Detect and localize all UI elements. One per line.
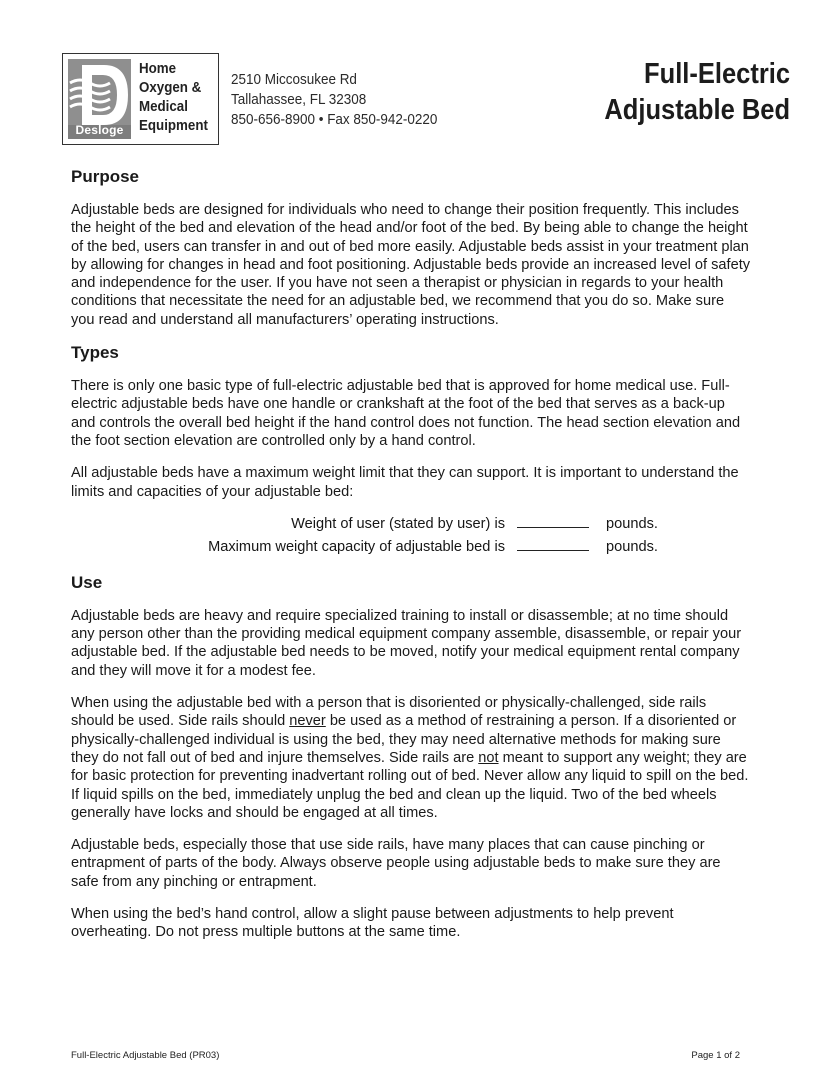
address-city: Tallahassee, FL 32308: [231, 92, 367, 108]
text-run: meant to support any weight; they are for basic protection for preventing inadvertant rolling out of bed. Never allow any liquid to spill on the bed. If liquid spills on the bed, immediately unplug the bed and clean up the liquid. Two of the bed wheels generally have locks and should be engaged at all times.: [71, 749, 749, 821]
weight-label: Weight of user (stated by user) is: [291, 515, 505, 532]
emphasis-not: not: [478, 749, 499, 766]
company-logo: [62, 53, 219, 145]
weight-unit: pounds.: [606, 538, 658, 555]
use-paragraph-side-rails: [71, 694, 751, 822]
company-address: [231, 70, 437, 130]
text-run: When using the adjustable bed with a person that is disoriented or physically-challenged, side rails should be used. Side rails should: [71, 695, 707, 730]
footer-document-id: Full-Electric Adjustable Bed (PR03): [71, 1050, 220, 1061]
weight-unit: pounds.: [606, 515, 658, 532]
desloge-logo-mark: [68, 59, 131, 139]
purpose-section: [71, 167, 751, 329]
purpose-paragraph: Adjustable beds are designed for individuals who need to change their position frequently. This includes the height of the bed and elevation of the head and/or foot of the bed. By being able to change the height of the bed, users can transfer in and out of bed more easily. Adjustable beds assist in your treatment plan by allowing for changes in head and foot positioning. Adjustable beds provide an increased level of safety and independence for the user. If you have not seen a therapist or physician in regards to your health conditions that necessitate the need for an adjustable bed, we recommend that you do so. Make sure you read and understand all manufacturers’ operating instructions.: [71, 202, 751, 328]
types-paragraph: All adjustable beds have a maximum weight limit that they can support. It is important to understand the limits and capacities of your adjustable bed:: [71, 465, 739, 500]
logo-brand-name: Desloge: [75, 123, 124, 137]
use-paragraph: Adjustable beds are heavy and require specialized training to install or disassemble; at no time should any person other than the providing medical equipment company assemble, disassemble, or repair your adjustable bed. If the adjustable bed needs to be moved, notify your medical equipment rental company and they will move it for a modest fee.: [71, 607, 742, 679]
weight-row-capacity: [71, 536, 751, 559]
weight-row-user: [71, 513, 751, 536]
logo-company-name: [139, 60, 211, 136]
emphasis-never: never: [289, 713, 326, 730]
types-section: [71, 343, 751, 559]
logo-company-line: Home: [139, 61, 177, 77]
address-phone-fax: 850-656-8900 • Fax 850-942-0220: [231, 112, 438, 128]
capacity-weight-blank[interactable]: [517, 536, 589, 551]
footer-page-number: Page 1 of 2: [691, 1050, 740, 1061]
types-paragraph: There is only one basic type of full-electric adjustable bed that is approved for home medical use. Full-electric adjustable beds have one handle or crankshaft at the foot of the bed that serves as a back-up and controls the overall bed height if the hand control does not function. The head section elevation and the foot section elevation are controlled only by a hand control.: [71, 378, 741, 449]
document-title: [604, 56, 790, 128]
address-street: 2510 Miccosukee Rd: [231, 72, 357, 88]
text-run: be used as a method of restraining a person. If a disoriented or physically-challenged individual is using the bed, they may need alternative methods for making sure they do not fall out of bed and injure themselves. Side rails are: [71, 713, 737, 766]
use-paragraph: Adjustable beds, especially those that use side rails, have many places that can cause pinching or entrapment of parts of the body. Always observe people using adjustable beds to make sure they are safe from any pinching or entrapment.: [71, 837, 721, 890]
use-section: [71, 573, 751, 942]
weight-fields: [71, 513, 751, 559]
weight-label: Maximum weight capacity of adjustable bed is: [208, 538, 505, 555]
use-paragraph: When using the bed’s hand control, allow a slight pause between adjustments to help prevent overheating. Do not press multiple buttons at the same time.: [71, 906, 674, 941]
logo-company-line: Oxygen &: [139, 80, 202, 96]
user-weight-blank[interactable]: [517, 513, 589, 528]
logo-company-line: Equipment: [139, 118, 208, 134]
document-body: [71, 167, 751, 956]
section-heading: Purpose: [71, 167, 140, 186]
section-heading: Use: [71, 572, 103, 592]
logo-company-line: Medical: [139, 99, 188, 115]
document-title-line: Full-Electric: [643, 58, 790, 90]
section-heading: Types: [71, 343, 119, 363]
document-title-line: Adjustable Bed: [604, 94, 790, 126]
